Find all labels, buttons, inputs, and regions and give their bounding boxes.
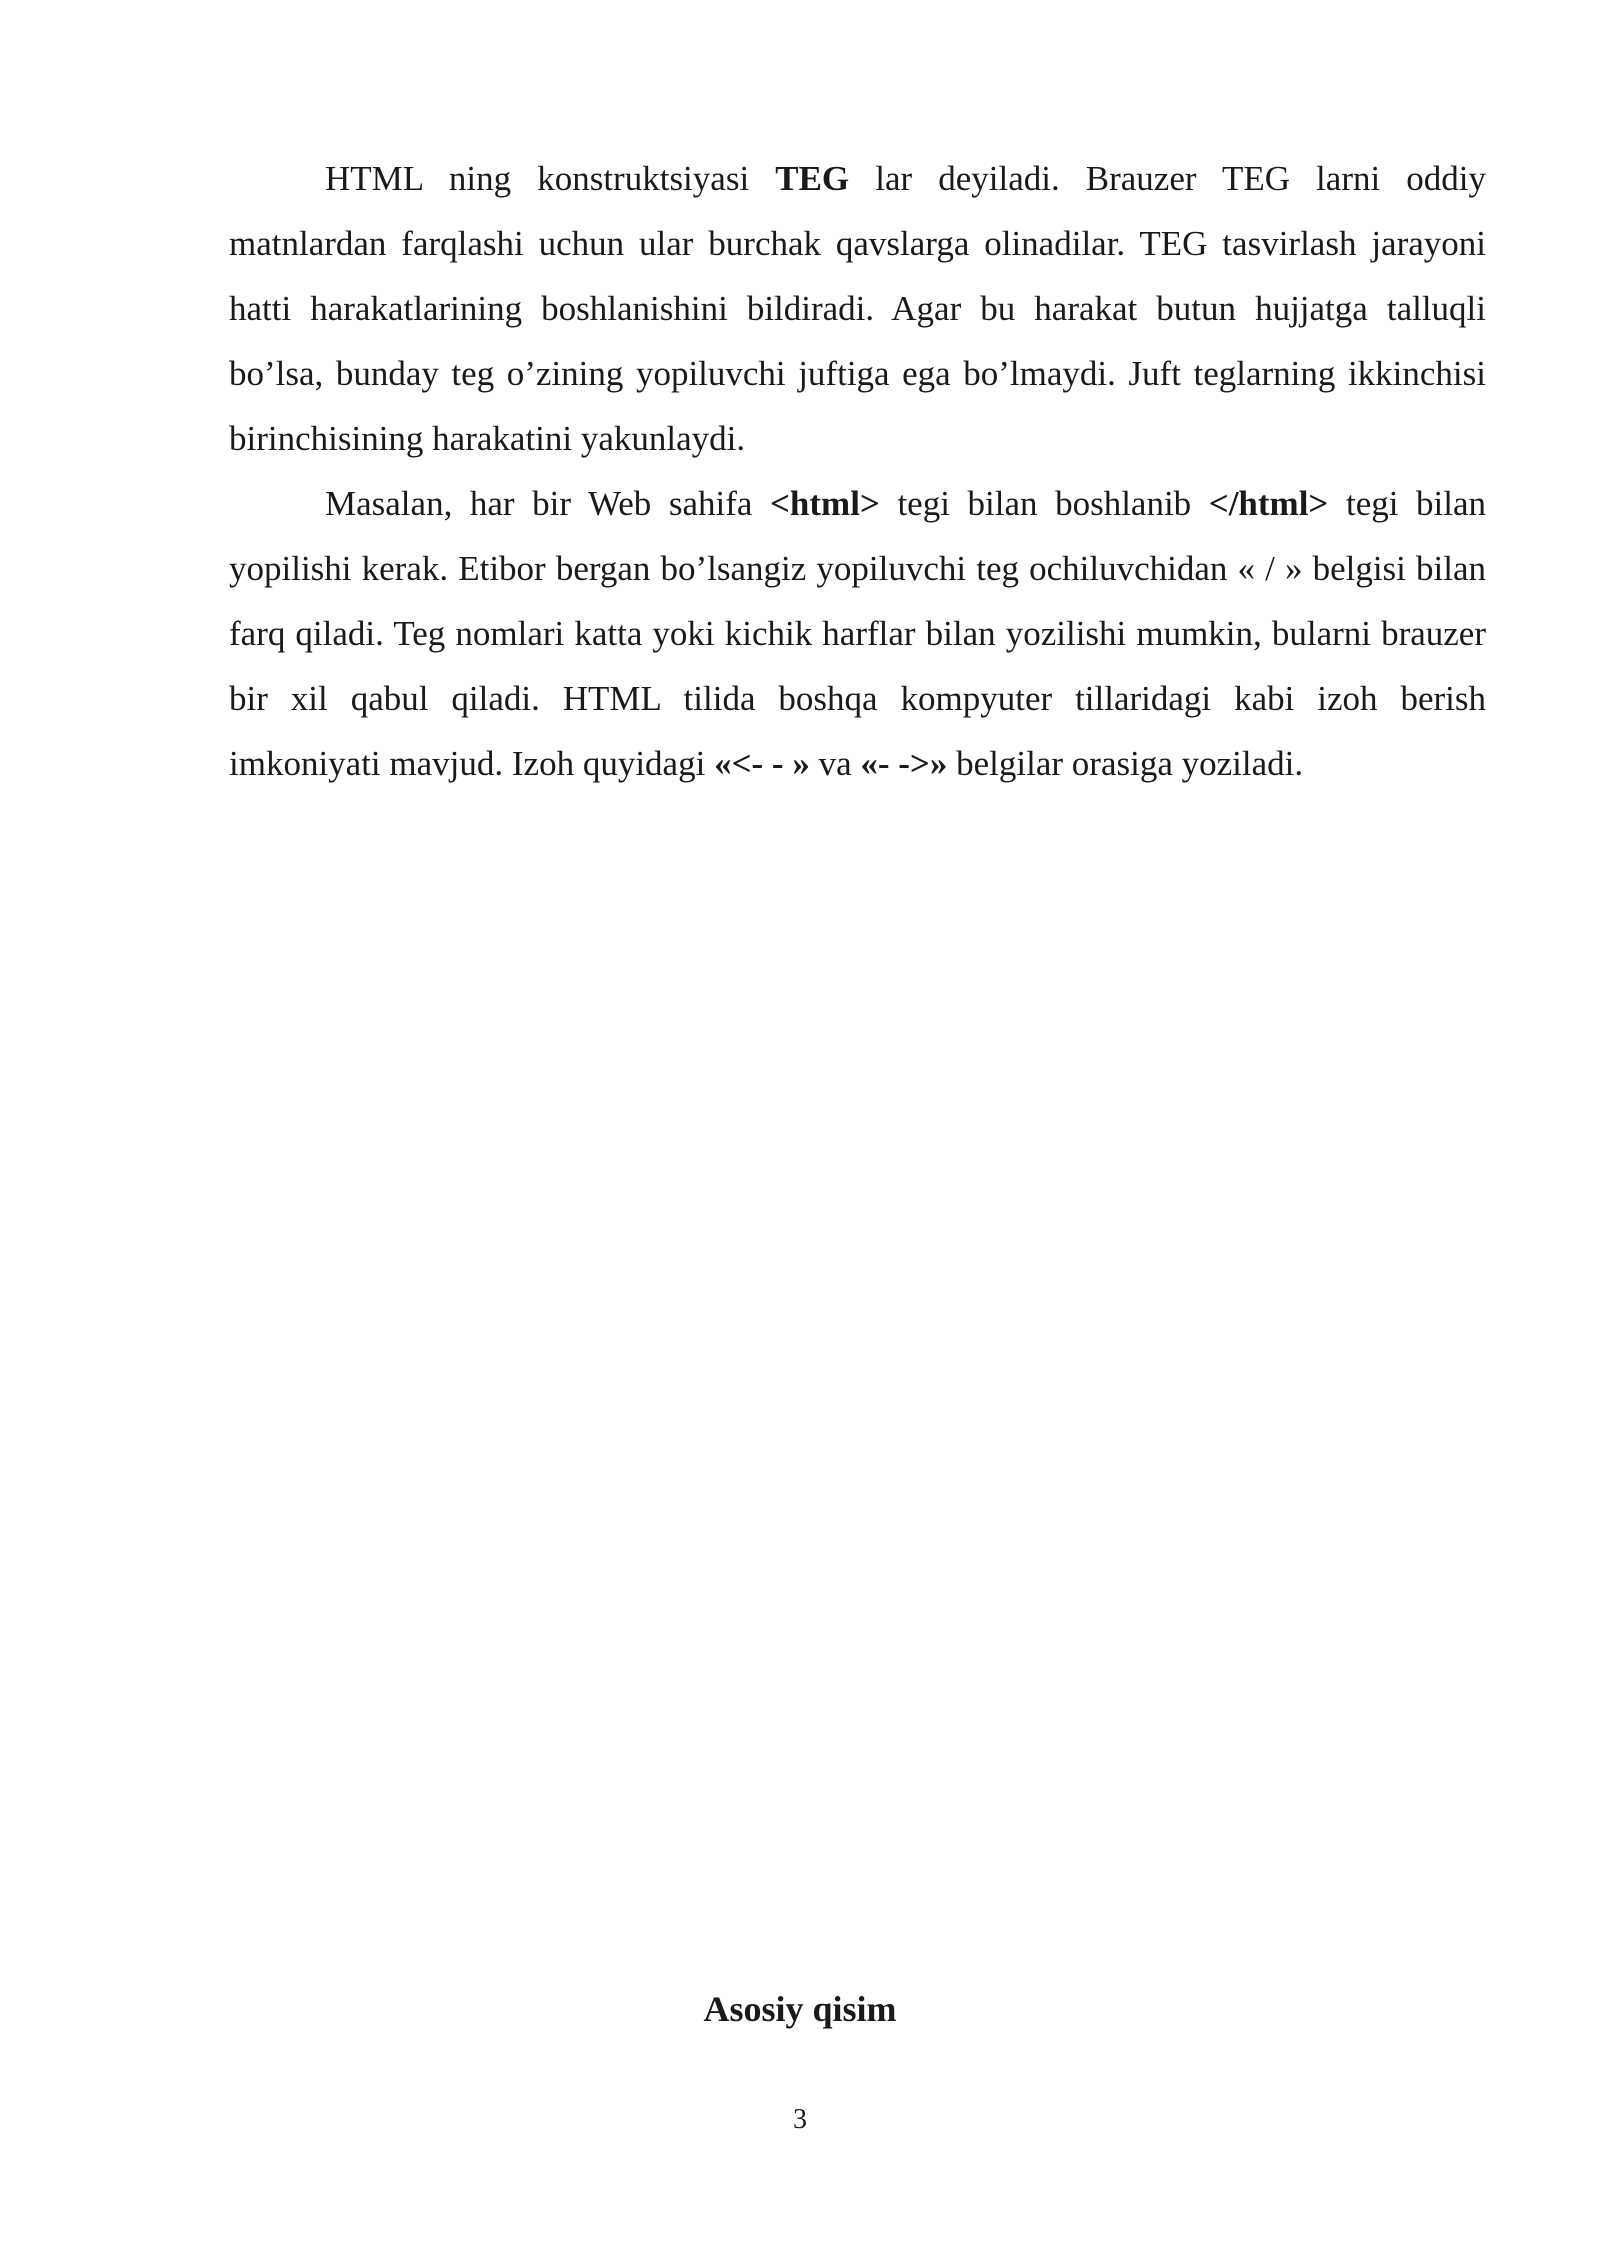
paragraph-2-bold-comment-open: «<- - »: [714, 744, 810, 783]
paragraph-html-tag-example: [229, 471, 1486, 796]
paragraph-1-text-2: lar deyiladi. Brauzer TEG larni oddiy matnlardan farqlashi uchun ular burchak qavslarga olinadilar. TEG tasvirlash jarayoni hatti harakatlarining boshlanishini bildiradi. Agar bu harakat butun hujjatga talluqli bo’lsa, bunday teg o’zining yopiluvchi juftiga ega bo’lmaydi. Juft teglarning ikkinchisi birinchisining harakatini yakunlaydi.: [229, 159, 1486, 458]
paragraph-2-text-2: tegi bilan boshlanib: [879, 484, 1209, 523]
page-number: 3: [793, 2104, 807, 2135]
paragraph-2-text-3: tegi bilan yopilishi kerak. Etibor bergan bo’lsangiz yopiluvchi teg ochiluvchidan « / » belgisi bilan farq qiladi. Teg nomlari katta yoki kichik harflar bilan yozilishi mumkin, bularni brauzer bir xil qabul qiladi. HTML tilida boshqa kompyuter tillaridagi kabi izoh berish imkoniyati mavjud. Izoh quyidagi: [229, 484, 1487, 783]
paragraph-2-bold-open-tag: <html>: [769, 484, 880, 523]
paragraph-1-text-1: HTML ning konstruktsiyasi: [325, 159, 776, 198]
paragraph-2-text-5: belgilar orasiga yoziladi.: [947, 744, 1304, 783]
paragraph-2-bold-comment-close: «- ->»: [860, 744, 948, 783]
body-text: [229, 146, 1486, 796]
paragraph-teg-definition: [229, 146, 1486, 471]
paragraph-2-bold-close-tag: </html>: [1208, 484, 1329, 523]
paragraph-1-bold-teg: TEG: [775, 159, 850, 198]
paragraph-2-text-4: va: [809, 744, 861, 783]
paragraph-2-text-1: Masalan, har bir Web sahifa: [325, 484, 770, 523]
section-heading: Asosiy qisim: [703, 1989, 897, 2029]
